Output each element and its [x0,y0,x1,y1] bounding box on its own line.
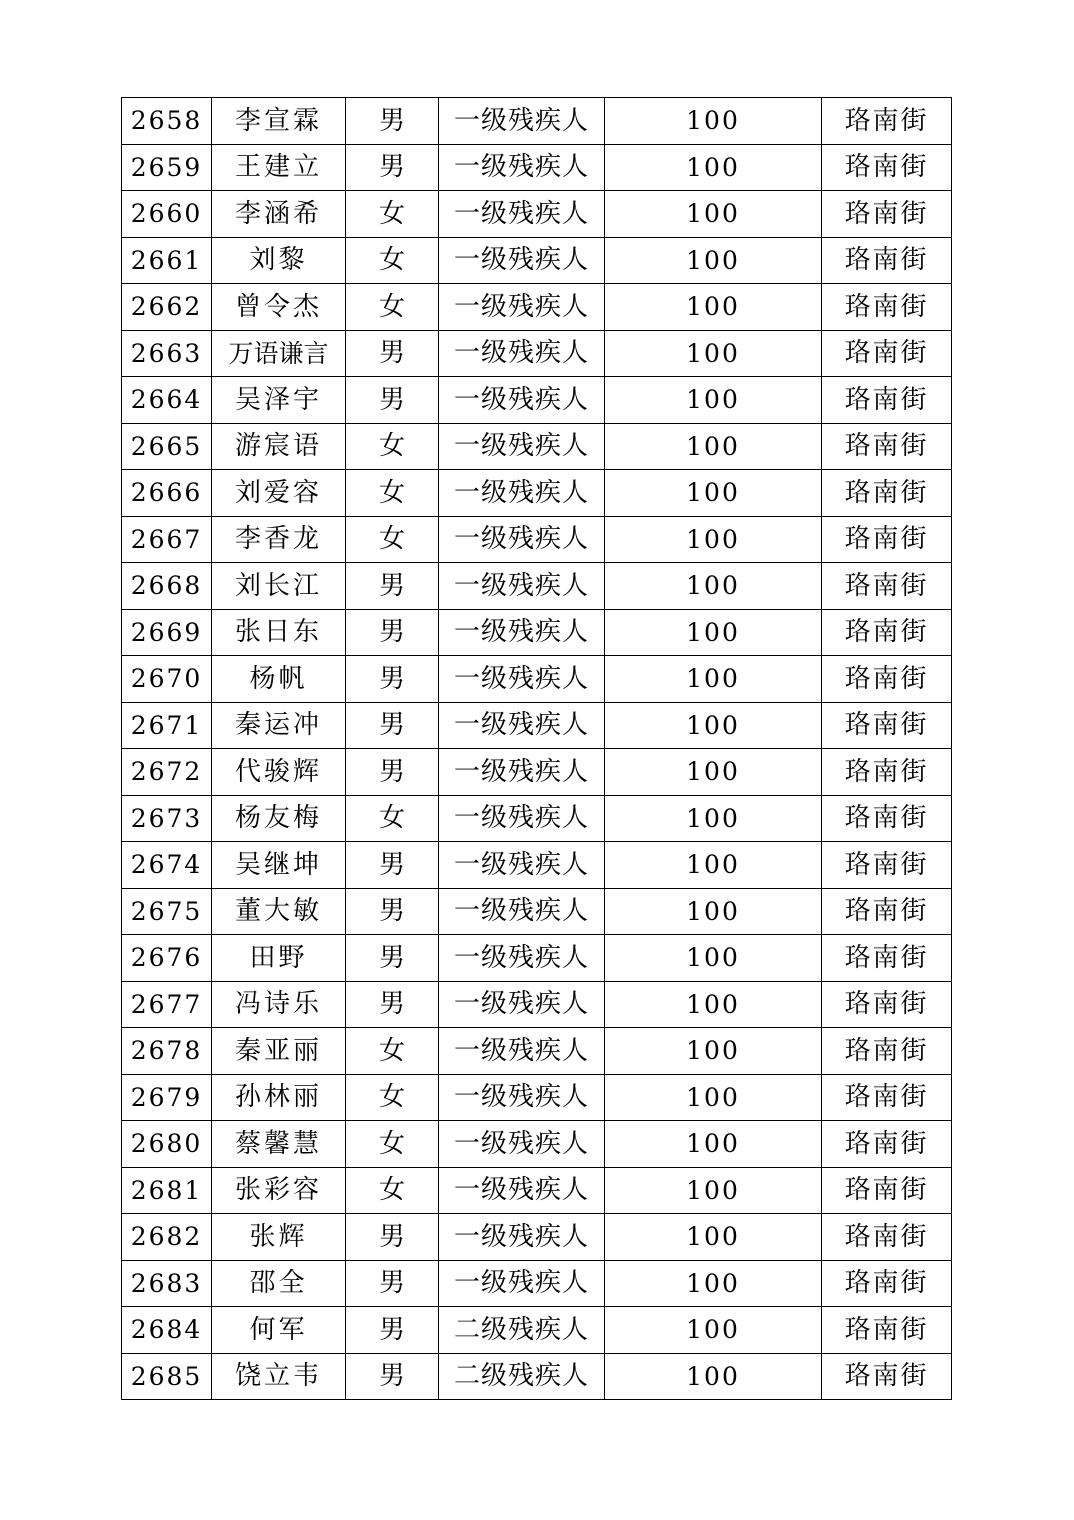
name-cell: 王建立 [212,144,346,191]
amount-cell: 100 [605,98,822,145]
name-cell: 游宸语 [212,423,346,470]
name-cell: 刘爱容 [212,470,346,517]
street-cell: 珞南街 [822,377,952,424]
gender-cell: 女 [346,1121,439,1168]
serial-number-cell: 2665 [122,423,212,470]
name-cell: 张日东 [212,609,346,656]
disability-level-cell: 一级残疾人 [439,516,605,563]
name-cell: 吴继坤 [212,842,346,889]
table-row [122,656,952,703]
amount-cell: 100 [605,144,822,191]
gender-cell: 男 [346,98,439,145]
street-cell: 珞南街 [822,237,952,284]
serial-number-cell: 2662 [122,284,212,331]
table-body [122,98,952,1400]
street-cell: 珞南街 [822,842,952,889]
street-cell: 珞南街 [822,1028,952,1075]
disability-level-cell: 一级残疾人 [439,284,605,331]
table-row [122,330,952,377]
street-cell: 珞南街 [822,330,952,377]
name-cell: 何军 [212,1307,346,1354]
table-row [122,98,952,145]
name-cell: 秦运冲 [212,702,346,749]
street-cell: 珞南街 [822,98,952,145]
table-row [122,1214,952,1261]
serial-number-cell: 2668 [122,563,212,610]
disability-level-cell: 一级残疾人 [439,1074,605,1121]
disability-level-cell: 一级残疾人 [439,144,605,191]
name-cell: 万语谦言 [212,330,346,377]
name-cell: 饶立韦 [212,1353,346,1400]
street-cell: 珞南街 [822,609,952,656]
disability-level-cell: 一级残疾人 [439,888,605,935]
serial-number-cell: 2661 [122,237,212,284]
gender-cell: 女 [346,1074,439,1121]
street-cell: 珞南街 [822,981,952,1028]
street-cell: 珞南街 [822,935,952,982]
table-row [122,1121,952,1168]
disability-level-cell: 一级残疾人 [439,377,605,424]
serial-number-cell: 2671 [122,702,212,749]
name-cell: 董大敏 [212,888,346,935]
street-cell: 珞南街 [822,702,952,749]
street-cell: 珞南街 [822,1121,952,1168]
table-row [122,609,952,656]
serial-number-cell: 2684 [122,1307,212,1354]
street-cell: 珞南街 [822,284,952,331]
table-row [122,1353,952,1400]
amount-cell: 100 [605,656,822,703]
amount-cell: 100 [605,191,822,238]
amount-cell: 100 [605,1121,822,1168]
street-cell: 珞南街 [822,1074,952,1121]
name-cell: 刘黎 [212,237,346,284]
table-row [122,842,952,889]
serial-number-cell: 2675 [122,888,212,935]
serial-number-cell: 2663 [122,330,212,377]
gender-cell: 女 [346,470,439,517]
amount-cell: 100 [605,1307,822,1354]
table-row [122,237,952,284]
disability-level-cell: 一级残疾人 [439,1214,605,1261]
name-cell: 杨友梅 [212,795,346,842]
disability-level-cell: 一级残疾人 [439,1121,605,1168]
disability-level-cell: 一级残疾人 [439,1260,605,1307]
table-row [122,377,952,424]
gender-cell: 男 [346,563,439,610]
gender-cell: 女 [346,191,439,238]
disability-level-cell: 一级残疾人 [439,935,605,982]
table-row [122,1307,952,1354]
name-cell: 秦亚丽 [212,1028,346,1075]
street-cell: 珞南街 [822,1353,952,1400]
disability-level-cell: 一级残疾人 [439,702,605,749]
table-row [122,981,952,1028]
street-cell: 珞南街 [822,888,952,935]
serial-number-cell: 2659 [122,144,212,191]
name-cell: 刘长江 [212,563,346,610]
name-cell: 蔡馨慧 [212,1121,346,1168]
name-cell: 李宣霖 [212,98,346,145]
disability-level-cell: 二级残疾人 [439,1353,605,1400]
table-row [122,470,952,517]
street-cell: 珞南街 [822,1260,952,1307]
disability-level-cell: 一级残疾人 [439,330,605,377]
table-row [122,144,952,191]
amount-cell: 100 [605,377,822,424]
amount-cell: 100 [605,1028,822,1075]
table-row [122,795,952,842]
street-cell: 珞南街 [822,144,952,191]
disability-level-cell: 一级残疾人 [439,1167,605,1214]
amount-cell: 100 [605,1260,822,1307]
amount-cell: 100 [605,563,822,610]
name-cell: 杨帆 [212,656,346,703]
gender-cell: 女 [346,284,439,331]
street-cell: 珞南街 [822,516,952,563]
table-row [122,1260,952,1307]
gender-cell: 男 [346,1353,439,1400]
gender-cell: 女 [346,237,439,284]
name-cell: 李香龙 [212,516,346,563]
disability-level-cell: 一级残疾人 [439,842,605,889]
gender-cell: 男 [346,842,439,889]
street-cell: 珞南街 [822,795,952,842]
table-row [122,1028,952,1075]
gender-cell: 男 [346,609,439,656]
disability-level-cell: 一级残疾人 [439,563,605,610]
name-cell: 曾令杰 [212,284,346,331]
name-cell: 田野 [212,935,346,982]
table-row [122,749,952,796]
name-cell: 李涵希 [212,191,346,238]
gender-cell: 男 [346,981,439,1028]
serial-number-cell: 2660 [122,191,212,238]
table-row [122,423,952,470]
street-cell: 珞南街 [822,656,952,703]
serial-number-cell: 2681 [122,1167,212,1214]
amount-cell: 100 [605,423,822,470]
gender-cell: 男 [346,1214,439,1261]
amount-cell: 100 [605,330,822,377]
table-row [122,1167,952,1214]
disability-level-cell: 一级残疾人 [439,749,605,796]
gender-cell: 男 [346,749,439,796]
gender-cell: 女 [346,1167,439,1214]
amount-cell: 100 [605,749,822,796]
gender-cell: 男 [346,702,439,749]
disability-level-cell: 一级残疾人 [439,423,605,470]
gender-cell: 男 [346,1307,439,1354]
disability-level-cell: 一级残疾人 [439,98,605,145]
street-cell: 珞南街 [822,423,952,470]
name-cell: 代骏辉 [212,749,346,796]
name-cell: 吴泽宇 [212,377,346,424]
disability-level-cell: 一级残疾人 [439,1028,605,1075]
amount-cell: 100 [605,470,822,517]
disability-level-cell: 一级残疾人 [439,981,605,1028]
disability-level-cell: 一级残疾人 [439,656,605,703]
name-cell: 邵全 [212,1260,346,1307]
amount-cell: 100 [605,935,822,982]
amount-cell: 100 [605,609,822,656]
gender-cell: 男 [346,377,439,424]
gender-cell: 男 [346,144,439,191]
name-cell: 张彩容 [212,1167,346,1214]
amount-cell: 100 [605,284,822,331]
street-cell: 珞南街 [822,1307,952,1354]
name-cell: 张辉 [212,1214,346,1261]
serial-number-cell: 2683 [122,1260,212,1307]
serial-number-cell: 2669 [122,609,212,656]
table-row [122,563,952,610]
gender-cell: 女 [346,1028,439,1075]
serial-number-cell: 2658 [122,98,212,145]
disability-subsidy-table [121,97,952,1400]
disability-level-cell: 一级残疾人 [439,237,605,284]
serial-number-cell: 2679 [122,1074,212,1121]
serial-number-cell: 2672 [122,749,212,796]
amount-cell: 100 [605,237,822,284]
serial-number-cell: 2666 [122,470,212,517]
amount-cell: 100 [605,795,822,842]
amount-cell: 100 [605,888,822,935]
serial-number-cell: 2678 [122,1028,212,1075]
street-cell: 珞南街 [822,749,952,796]
disability-level-cell: 一级残疾人 [439,609,605,656]
gender-cell: 男 [346,656,439,703]
table-row [122,888,952,935]
name-cell: 冯诗乐 [212,981,346,1028]
street-cell: 珞南街 [822,1214,952,1261]
gender-cell: 女 [346,423,439,470]
amount-cell: 100 [605,981,822,1028]
amount-cell: 100 [605,1353,822,1400]
amount-cell: 100 [605,1074,822,1121]
serial-number-cell: 2667 [122,516,212,563]
name-cell: 孙林丽 [212,1074,346,1121]
gender-cell: 男 [346,935,439,982]
serial-number-cell: 2676 [122,935,212,982]
serial-number-cell: 2673 [122,795,212,842]
street-cell: 珞南街 [822,470,952,517]
disability-level-cell: 一级残疾人 [439,191,605,238]
serial-number-cell: 2682 [122,1214,212,1261]
serial-number-cell: 2674 [122,842,212,889]
amount-cell: 100 [605,702,822,749]
disability-level-cell: 一级残疾人 [439,470,605,517]
amount-cell: 100 [605,1214,822,1261]
serial-number-cell: 2685 [122,1353,212,1400]
serial-number-cell: 2670 [122,656,212,703]
table-row [122,191,952,238]
table-row [122,516,952,563]
table-row [122,284,952,331]
gender-cell: 男 [346,888,439,935]
amount-cell: 100 [605,842,822,889]
disability-level-cell: 二级残疾人 [439,1307,605,1354]
gender-cell: 女 [346,795,439,842]
gender-cell: 男 [346,330,439,377]
street-cell: 珞南街 [822,191,952,238]
disability-level-cell: 一级残疾人 [439,795,605,842]
street-cell: 珞南街 [822,1167,952,1214]
street-cell: 珞南街 [822,563,952,610]
gender-cell: 男 [346,1260,439,1307]
serial-number-cell: 2677 [122,981,212,1028]
table-row [122,935,952,982]
serial-number-cell: 2680 [122,1121,212,1168]
serial-number-cell: 2664 [122,377,212,424]
gender-cell: 女 [346,516,439,563]
table-row [122,702,952,749]
amount-cell: 100 [605,516,822,563]
amount-cell: 100 [605,1167,822,1214]
table-row [122,1074,952,1121]
